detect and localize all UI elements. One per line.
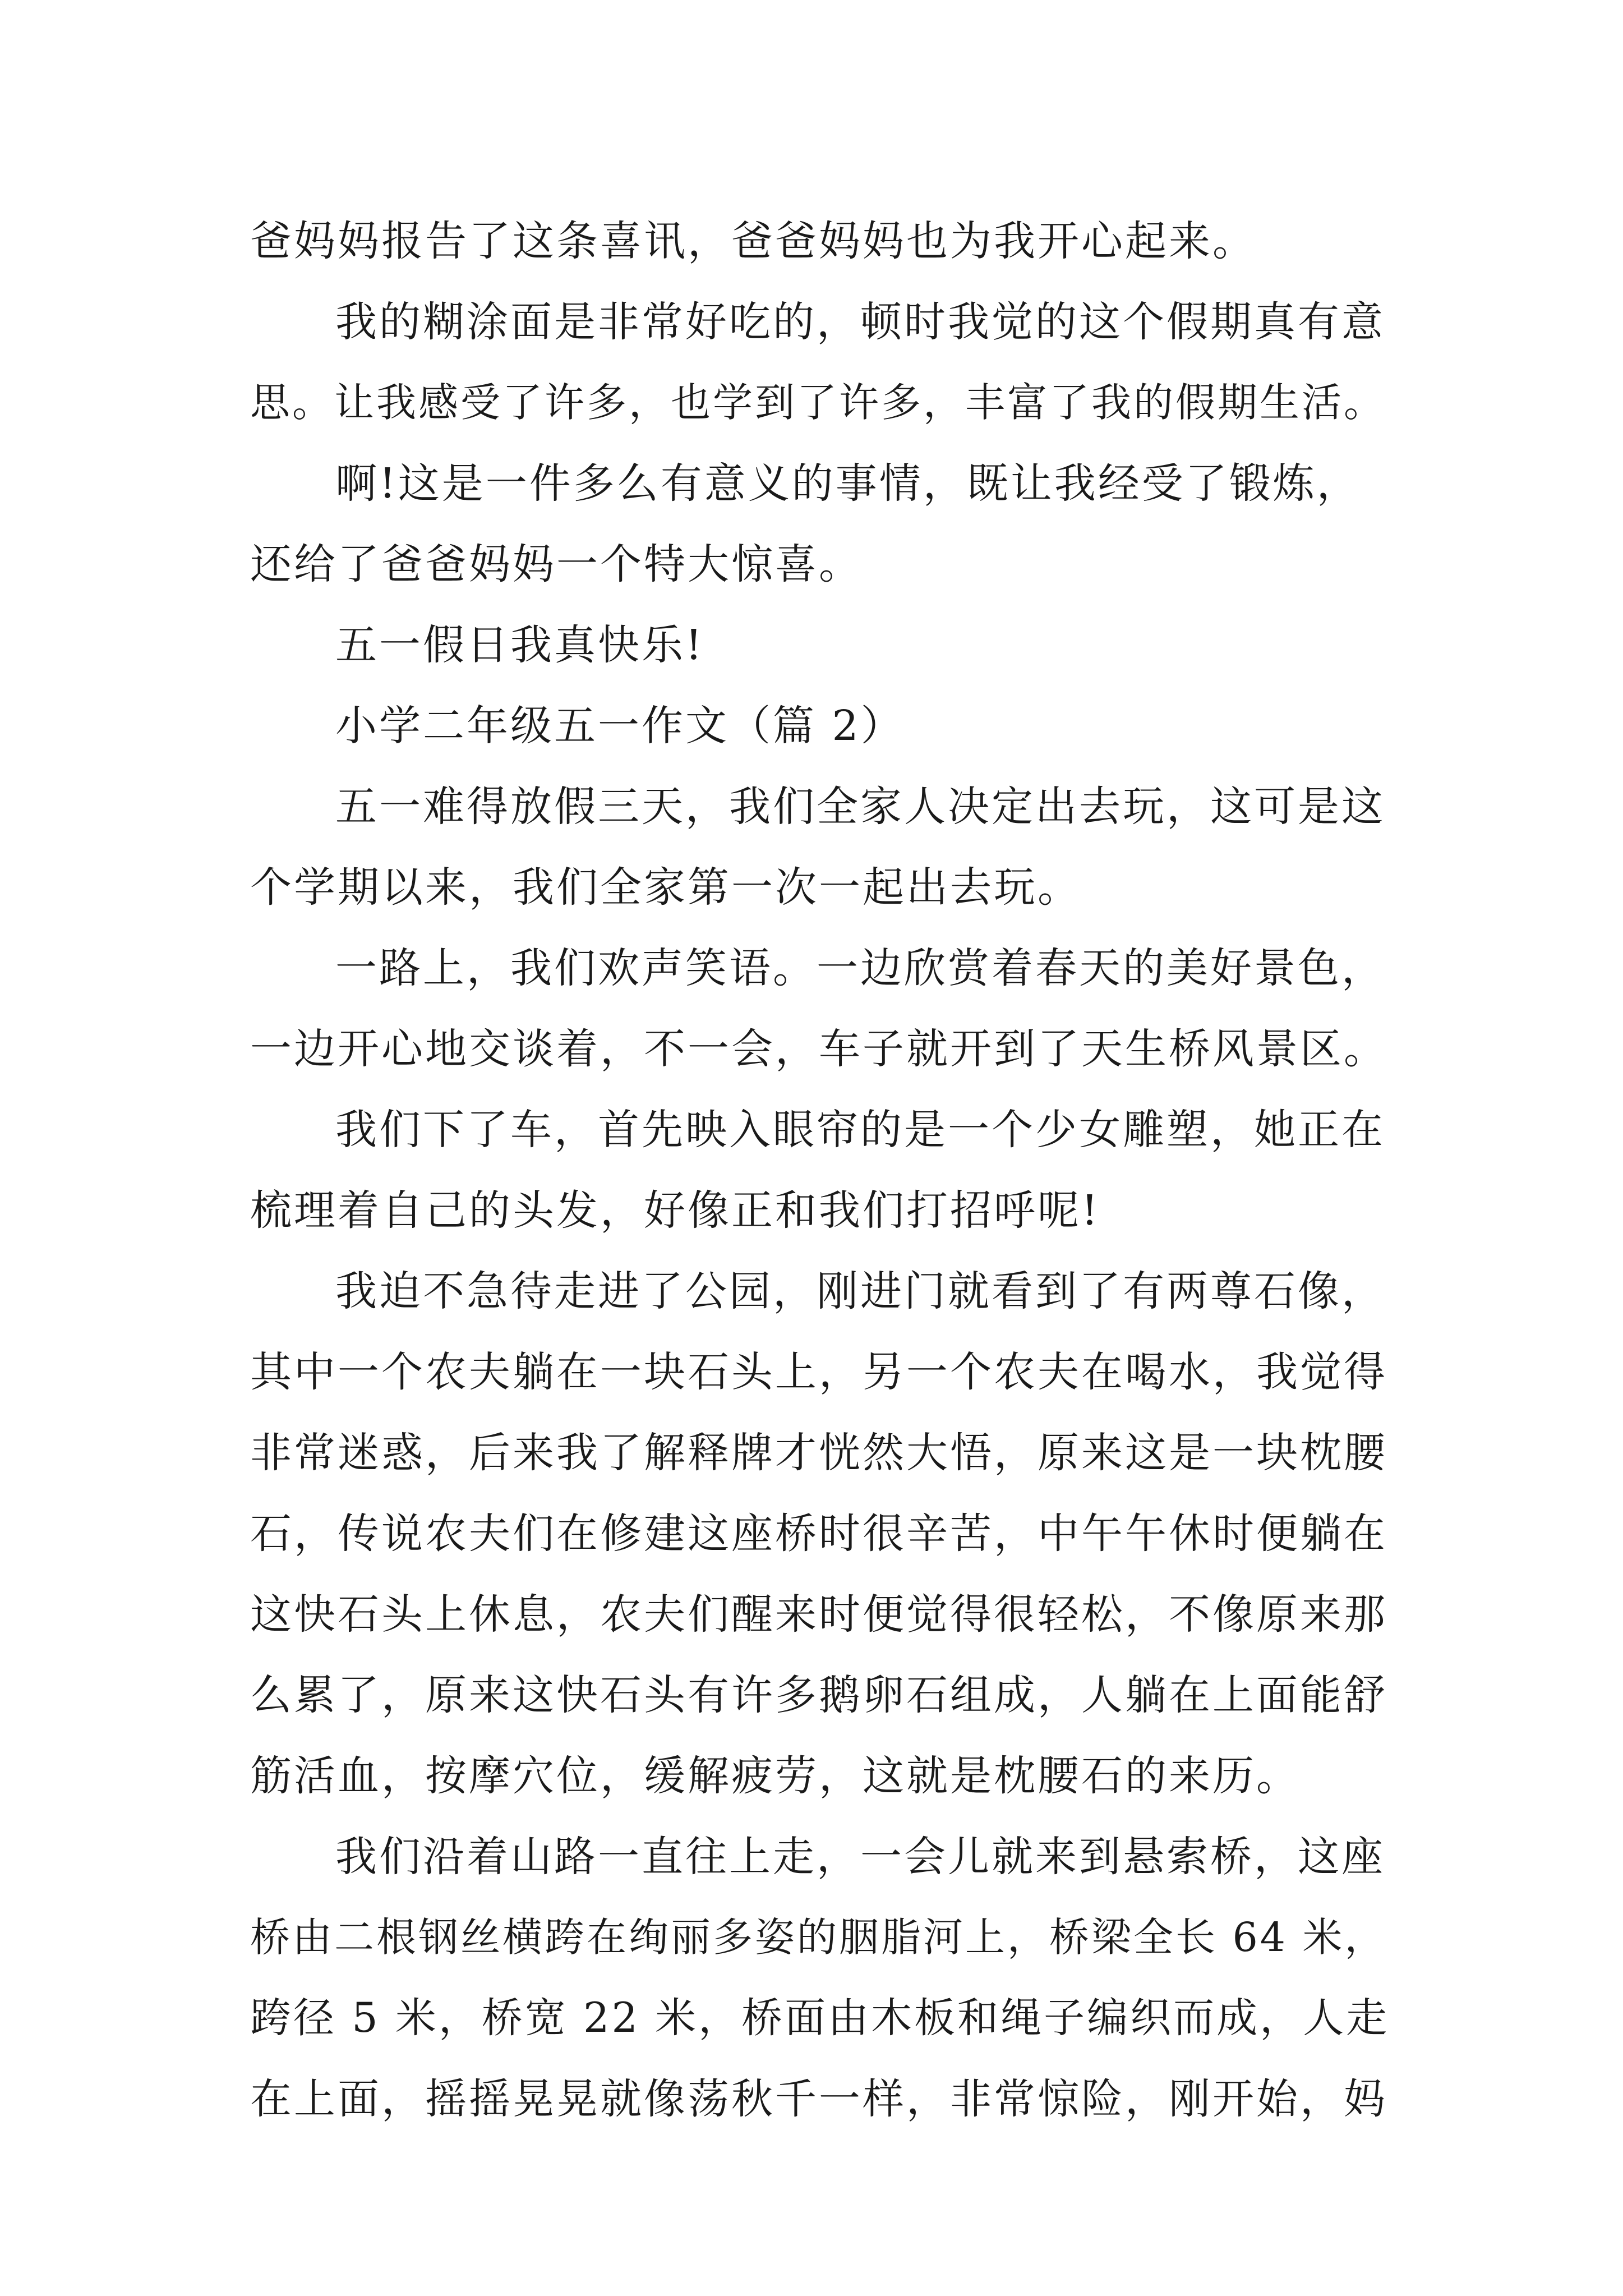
text-line: 我的糊涂面是非常好吃的，顿时我觉的这个假期真有意 <box>335 298 1385 346</box>
text-line: 还给了爸爸妈妈一个特大惊喜。 <box>250 540 863 588</box>
text-line: 梳理着自己的头发，好像正和我们打招呼呢! <box>250 1186 1100 1235</box>
text-line: 思。让我感受了许多，也学到了许多，丰富了我的假期生活。 <box>250 379 1386 426</box>
text-line: 桥由二根钢丝横跨在绚丽多姿的胭脂河上，桥梁全长 64 米， <box>250 1914 1387 1961</box>
text-line: 一路上，我们欢声笑语。一边欣赏着春天的美好景色， <box>335 944 1385 992</box>
text-line: 其中一个农夫躺在一块石头上，另一个农夫在喝水，我觉得 <box>250 1348 1387 1396</box>
text-line: 在上面，摇摇晃晃就像荡秋千一样，非常惊险，刚开始，妈 <box>250 2075 1387 2123</box>
text-line: 啊!这是一件多么有意义的事情，既让我经受了锻炼， <box>335 459 1361 508</box>
document-page <box>250 201 1394 2139</box>
text-line: 个学期以来，我们全家第一次一起出去玩。 <box>250 863 1081 912</box>
text-line: 筋活血，按摩穴位，缓解疲劳，这就是枕腰石的来历。 <box>250 1752 1300 1800</box>
text-line: 这快石头上休息，农夫们醒来时便觉得很轻松，不像原来那 <box>250 1590 1387 1639</box>
section-heading: 小学二年级五一作文（篇 2） <box>335 702 905 750</box>
text-line: 我迫不急待走进了公园，刚进门就看到了有两尊石像， <box>335 1267 1385 1315</box>
text-line: 爸妈妈报告了这条喜讯，爸爸妈妈也为我开心起来。 <box>250 217 1256 265</box>
text-line: 跨径 5 米，桥宽 22 米，桥面由木板和绳子编织而成，人走 <box>250 1994 1390 2042</box>
text-line: 我们下了车，首先映入眼帘的是一个少女雕塑，她正在 <box>335 1106 1385 1154</box>
text-line: 非常迷惑，后来我了解释牌才恍然大悟，原来这是一块枕腰 <box>250 1429 1387 1477</box>
text-line: 五一假日我真快乐! <box>335 621 704 669</box>
text-line: 石，传说农夫们在修建这座桥时很辛苦，中午午休时便躺在 <box>250 1510 1387 1558</box>
text-line: 五一难得放假三天，我们全家人决定出去玩，这可是这 <box>335 783 1385 831</box>
text-line: 我们沿着山路一直往上走，一会儿就来到悬索桥，这座 <box>335 1833 1385 1881</box>
text-line: 一边开心地交谈着，不一会，车子就开到了天生桥风景区。 <box>250 1025 1387 1073</box>
text-line: 么累了，原来这快石头有许多鹅卵石组成，人躺在上面能舒 <box>250 1671 1387 1719</box>
